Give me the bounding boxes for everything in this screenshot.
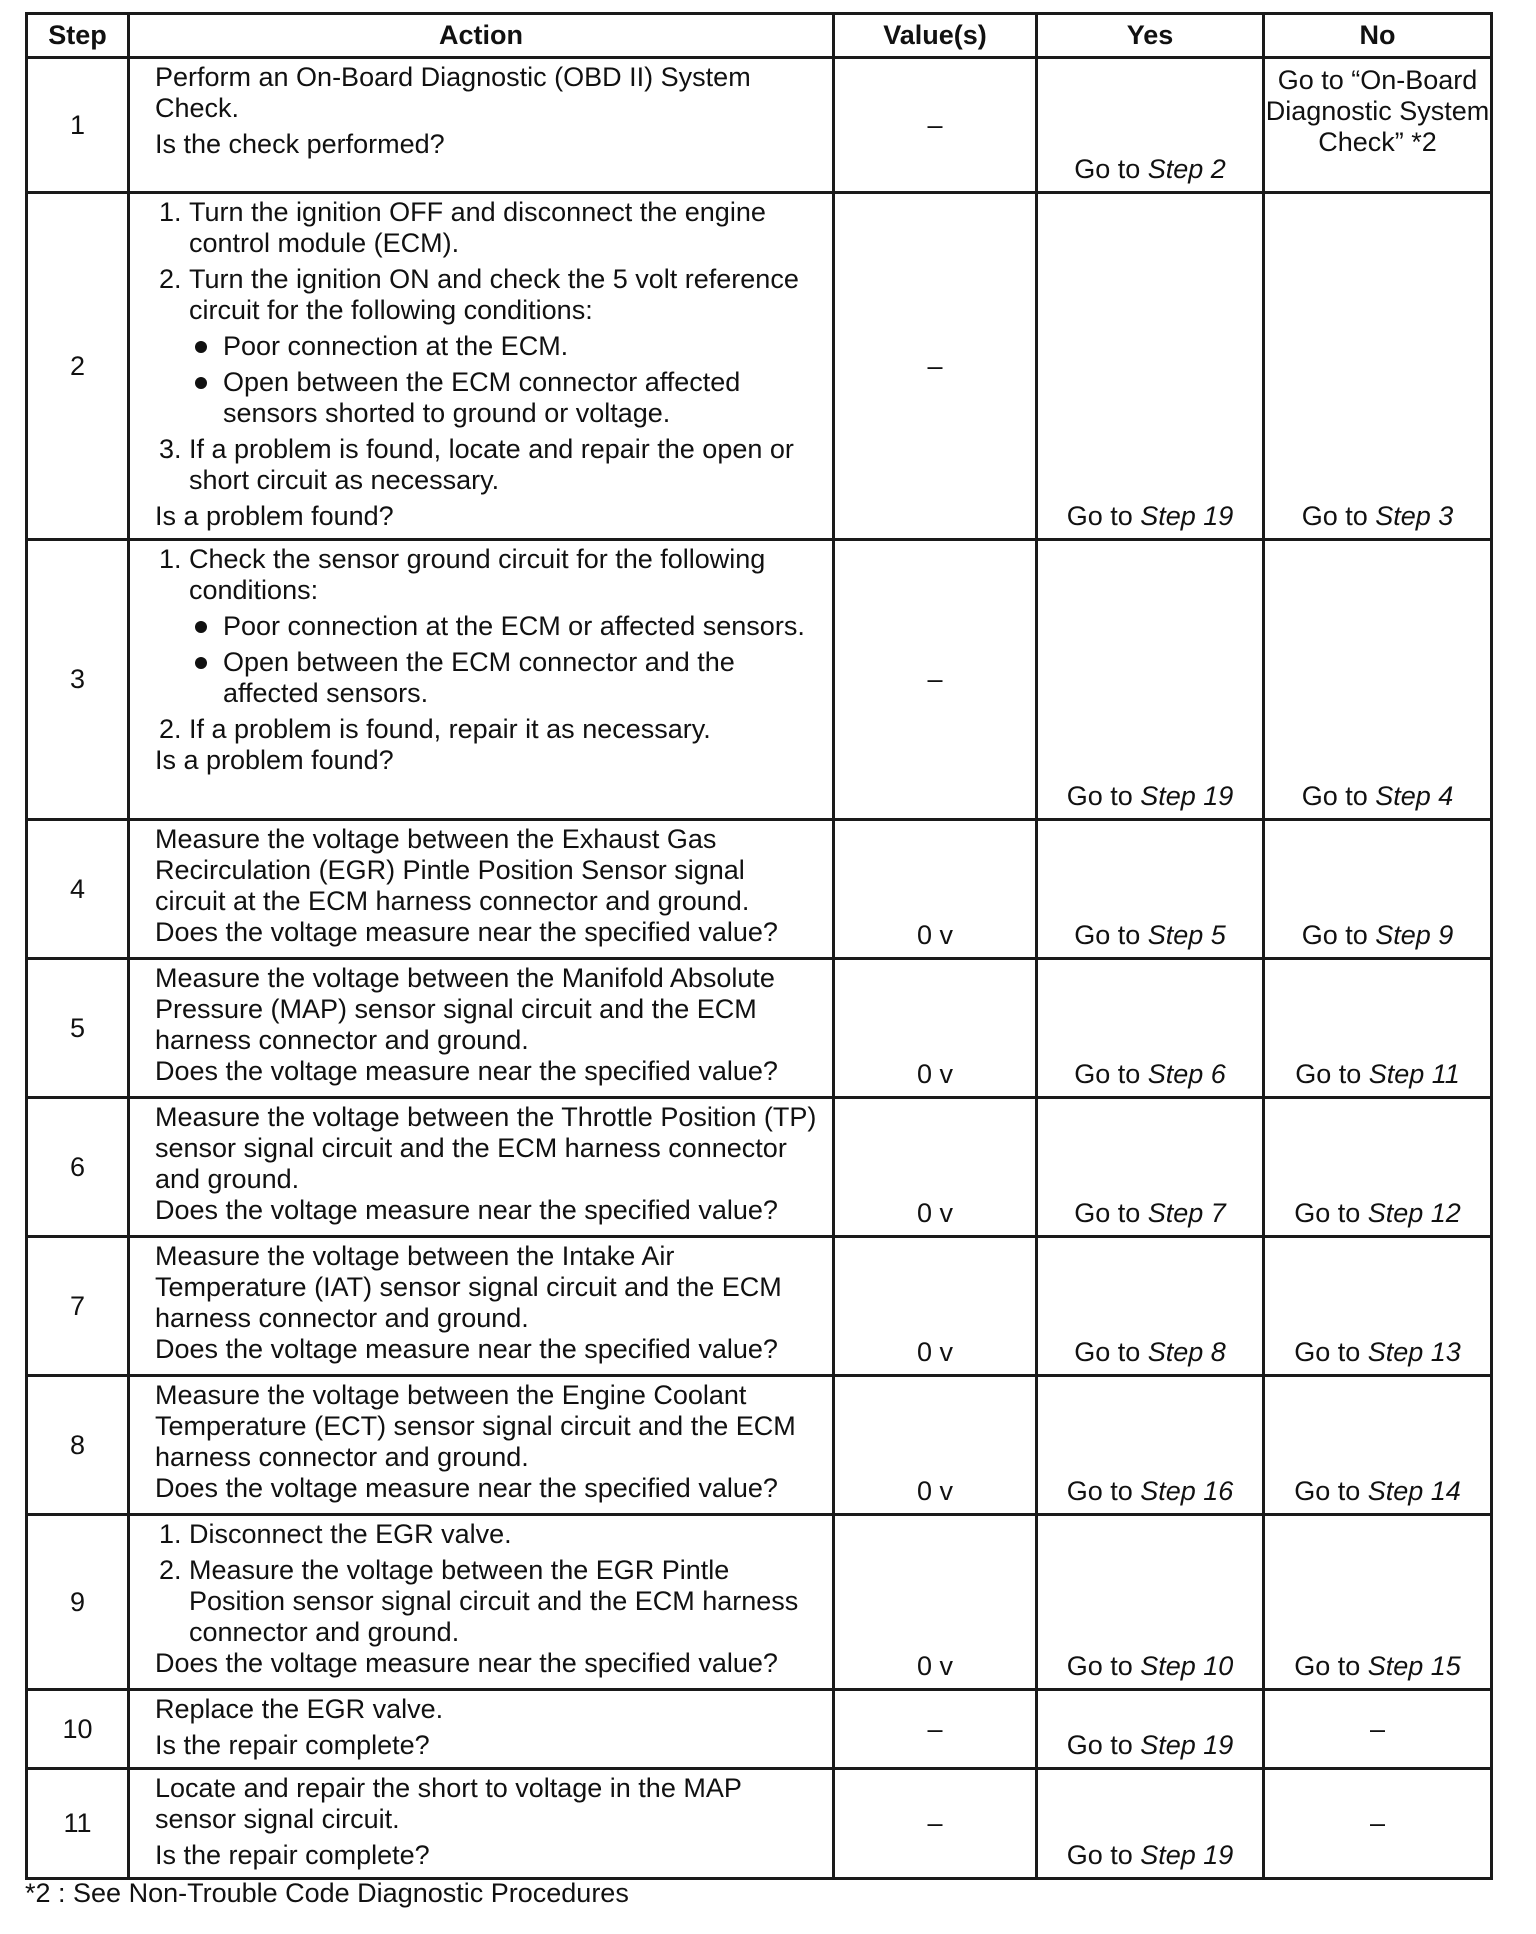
step-number: 7 — [27, 1237, 129, 1376]
no-step-link[interactable]: Step 14 — [1367, 1476, 1461, 1506]
yes-step-link[interactable]: Step 10 — [1140, 1651, 1234, 1681]
table-row — [27, 1376, 1492, 1515]
value-cell: – — [834, 1769, 1037, 1879]
action-cell — [129, 1376, 834, 1515]
yes-prefix: Go to — [1074, 154, 1148, 184]
yes-step-link[interactable]: Step 2 — [1147, 154, 1226, 184]
value-cell: – — [834, 193, 1037, 540]
action-cell — [129, 1237, 834, 1376]
action-question: Is the repair complete? — [155, 1730, 430, 1760]
action-question: Is the check performed? — [155, 129, 445, 159]
yes-cell — [1037, 1769, 1264, 1879]
action-text: Measure the voltage between the Throttle Position (TP) sensor signal circuit and the ECM harness connector and ground. — [155, 1102, 817, 1194]
yes-cell — [1037, 1376, 1264, 1515]
step-number: 1 — [27, 58, 129, 193]
action-text: Measure the voltage between the Exhaust Gas Recirculation (EGR) Pintle Position Sensor signal circuit at the ECM harness connector and ground. — [155, 824, 750, 916]
no-prefix: Go to — [1295, 1059, 1369, 1089]
condition-item: Open between the ECM connector and the affected sensors. — [223, 647, 818, 709]
action-cell — [129, 1515, 834, 1690]
step-number: 2 — [27, 193, 129, 540]
table-row — [27, 820, 1492, 959]
yes-cell — [1037, 1098, 1264, 1237]
no-step-link[interactable]: Step 15 — [1367, 1651, 1461, 1681]
step-number: 9 — [27, 1515, 129, 1690]
step-number: 4 — [27, 820, 129, 959]
step-number: 5 — [27, 959, 129, 1098]
header-value: Value(s) — [834, 14, 1037, 58]
step-number: 8 — [27, 1376, 129, 1515]
yes-prefix: Go to — [1074, 1059, 1148, 1089]
yes-step-link[interactable]: Step 19 — [1140, 1840, 1234, 1870]
yes-step-link[interactable]: Step 8 — [1147, 1337, 1226, 1367]
value-cell: – — [834, 58, 1037, 193]
no-step-link[interactable]: Step 12 — [1367, 1198, 1461, 1228]
action-step — [189, 264, 818, 429]
header-step: Step — [27, 14, 129, 58]
footnote: *2 : See Non-Trouble Code Diagnostic Procedures — [25, 1878, 629, 1908]
yes-cell — [1037, 1690, 1264, 1769]
table-row — [27, 1098, 1492, 1237]
table-row — [27, 193, 1492, 540]
yes-cell — [1037, 58, 1264, 193]
table-row — [27, 1515, 1492, 1690]
no-step-link[interactable]: Step 4 — [1375, 781, 1454, 811]
action-text: Locate and repair the short to voltage in the MAP sensor signal circuit. — [155, 1773, 742, 1834]
table-row — [27, 959, 1492, 1098]
no-cell — [1264, 820, 1492, 959]
condition-list — [189, 611, 818, 709]
no-cell — [1264, 540, 1492, 820]
condition-list — [189, 331, 818, 429]
action-question: Does the voltage measure near the specified value? — [155, 1648, 778, 1678]
action-steps — [155, 544, 818, 745]
value-cell: – — [834, 540, 1037, 820]
condition-item: Poor connection at the ECM or affected sensors. — [223, 611, 818, 642]
no-prefix: Go to — [1301, 501, 1376, 531]
action-cell — [129, 1098, 834, 1237]
no-cell — [1264, 1376, 1492, 1515]
action-step: 3. If a problem is found, locate and repair the open or short circuit as necessary. — [189, 434, 818, 496]
no-step-link[interactable]: Step 13 — [1367, 1337, 1461, 1367]
no-prefix: Go to — [1301, 920, 1376, 950]
no-cell: – — [1264, 1769, 1492, 1879]
yes-prefix: Go to — [1066, 1651, 1141, 1681]
no-prefix: Go to — [1294, 1651, 1368, 1681]
step-number: 11 — [27, 1769, 129, 1879]
action-text: Replace the EGR valve. — [155, 1694, 444, 1724]
action-text: Perform an On-Board Diagnostic (OBD II) System Check. — [155, 62, 751, 123]
value-cell: 0 v — [834, 820, 1037, 959]
table-row — [27, 540, 1492, 820]
yes-prefix: Go to — [1066, 1476, 1141, 1506]
yes-step-link[interactable]: Step 6 — [1147, 1059, 1226, 1089]
value-cell: 0 v — [834, 1237, 1037, 1376]
no-step-link[interactable]: Step 9 — [1375, 920, 1454, 950]
action-cell — [129, 959, 834, 1098]
action-step: 2. Measure the voltage between the EGR Pintle Position sensor signal circuit and the ECM harness connector and ground. — [189, 1555, 818, 1648]
yes-cell — [1037, 193, 1264, 540]
no-cell — [1264, 1098, 1492, 1237]
action-question: Does the voltage measure near the specified value? — [155, 1195, 778, 1225]
no-cell — [1264, 1237, 1492, 1376]
value-cell: 0 v — [834, 1376, 1037, 1515]
action-text: Measure the voltage between the Engine Coolant Temperature (ECT) sensor signal circuit and the ECM harness connector and ground. — [155, 1380, 796, 1472]
yes-cell — [1037, 540, 1264, 820]
value-cell: 0 v — [834, 1098, 1037, 1237]
yes-step-link[interactable]: Step 7 — [1147, 1198, 1226, 1228]
action-cell — [129, 193, 834, 540]
table-row — [27, 1237, 1492, 1376]
yes-prefix: Go to — [1074, 1337, 1148, 1367]
no-cell — [1264, 1515, 1492, 1690]
yes-prefix: Go to — [1066, 501, 1141, 531]
action-text: Measure the voltage between the Intake Air Temperature (IAT) sensor signal circuit and the ECM harness connector and ground. — [155, 1241, 782, 1333]
no-prefix: Go to — [1294, 1476, 1368, 1506]
action-step: 1. Turn the ignition OFF and disconnect the engine control module (ECM). — [189, 197, 818, 259]
step-number: 10 — [27, 1690, 129, 1769]
table-row — [27, 1769, 1492, 1879]
step-number: 3 — [27, 540, 129, 820]
no-cell — [1264, 193, 1492, 540]
action-step: 2. If a problem is found, repair it as necessary. — [189, 714, 818, 745]
value-cell: 0 v — [834, 959, 1037, 1098]
no-prefix: Go to — [1301, 781, 1376, 811]
action-question: Is a problem found? — [155, 501, 394, 531]
action-question: Does the voltage measure near the specified value? — [155, 1334, 778, 1364]
yes-prefix: Go to — [1074, 1198, 1148, 1228]
step-number: 6 — [27, 1098, 129, 1237]
yes-step-link[interactable]: Step 19 — [1140, 781, 1234, 811]
yes-cell — [1037, 1515, 1264, 1690]
condition-item: Poor connection at the ECM. — [223, 331, 818, 362]
action-text: Measure the voltage between the Manifold Absolute Pressure (MAP) sensor signal circuit and the ECM harness connector and ground. — [155, 963, 775, 1055]
yes-cell — [1037, 820, 1264, 959]
header-no: No — [1264, 14, 1492, 58]
yes-prefix: Go to — [1074, 920, 1148, 950]
yes-step-link[interactable]: Step 5 — [1147, 920, 1226, 950]
header-action: Action — [129, 14, 834, 58]
value-cell: 0 v — [834, 1515, 1037, 1690]
action-cell — [129, 58, 834, 193]
value-cell: – — [834, 1690, 1037, 1769]
action-steps — [155, 1519, 818, 1648]
action-question: Does the voltage measure near the specified value? — [155, 1473, 778, 1503]
action-steps — [155, 197, 818, 496]
no-step-link[interactable]: Step 11 — [1368, 1059, 1460, 1089]
action-step-text: Check the sensor ground circuit for the following conditions: — [189, 544, 766, 605]
action-step-text: Turn the ignition ON and check the 5 volt reference circuit for the following conditions: — [189, 264, 799, 325]
yes-step-link[interactable]: Step 19 — [1140, 501, 1234, 531]
yes-prefix: Go to — [1066, 781, 1141, 811]
condition-item: Open between the ECM connector affected sensors shorted to ground or voltage. — [223, 367, 818, 429]
action-cell — [129, 1769, 834, 1879]
table-row — [27, 58, 1492, 193]
diagnostic-table — [25, 12, 1493, 1880]
action-cell — [129, 820, 834, 959]
action-question: Is a problem found? — [155, 745, 394, 775]
yes-cell — [1037, 1237, 1264, 1376]
no-cell: – — [1264, 1690, 1492, 1769]
header-row — [27, 14, 1492, 58]
no-cell — [1264, 959, 1492, 1098]
no-prefix: Go to — [1294, 1198, 1368, 1228]
yes-cell — [1037, 959, 1264, 1098]
action-question: Is the repair complete? — [155, 1840, 430, 1870]
action-step: 1. Disconnect the EGR valve. — [189, 1519, 818, 1550]
action-cell — [129, 1690, 834, 1769]
action-step — [189, 544, 818, 709]
action-question: Does the voltage measure near the specified value? — [155, 1056, 778, 1086]
action-question: Does the voltage measure near the specified value? — [155, 917, 778, 947]
yes-step-link[interactable]: Step 16 — [1140, 1476, 1234, 1506]
no-prefix: Go to — [1294, 1337, 1368, 1367]
table-row — [27, 1690, 1492, 1769]
no-step-link[interactable]: Step 3 — [1375, 501, 1454, 531]
yes-step-link[interactable]: Step 19 — [1140, 1730, 1234, 1760]
no-cell[interactable]: Go to “On-Board Diagnostic System Check” *2 — [1264, 58, 1492, 193]
yes-prefix: Go to — [1066, 1730, 1141, 1760]
header-yes: Yes — [1037, 14, 1264, 58]
action-cell — [129, 540, 834, 820]
yes-prefix: Go to — [1066, 1840, 1141, 1870]
